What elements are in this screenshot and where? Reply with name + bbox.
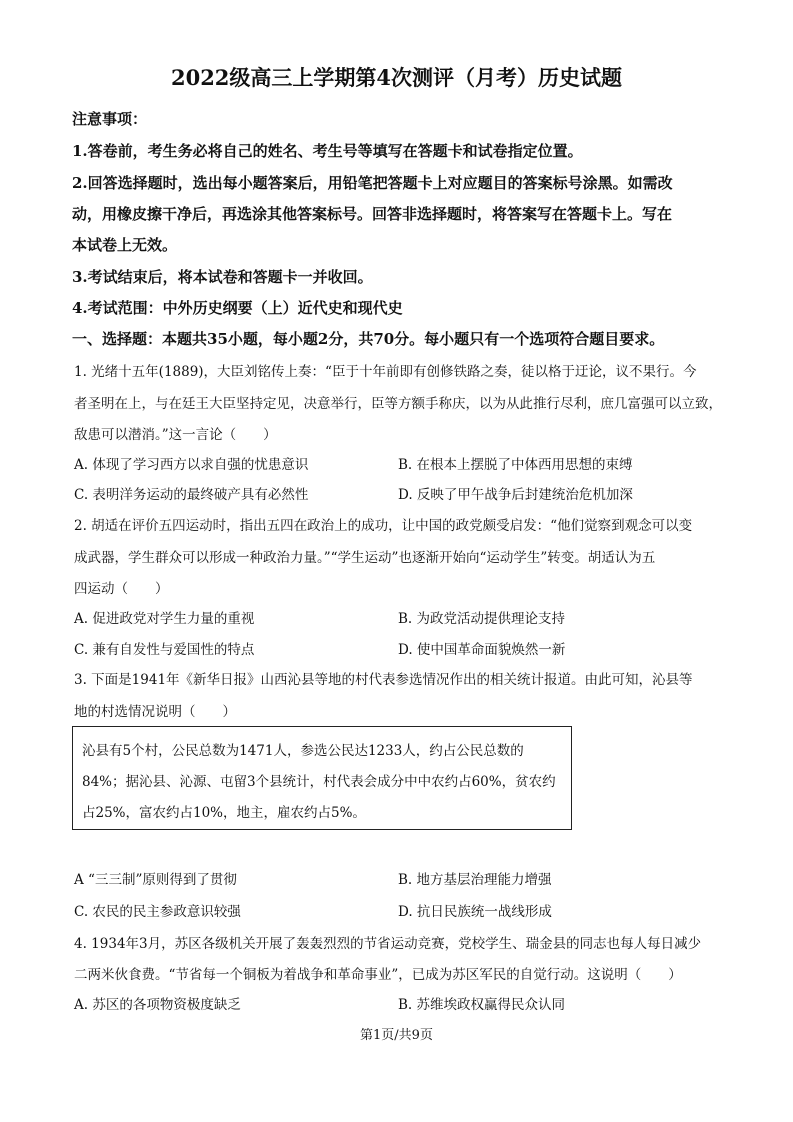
question-stem-line: 地的村选情况说明（ ） <box>74 704 236 720</box>
question-stem-line: 二两米伙食费。“节省每一个铜板为着战争和革命事业”，已成为苏区军民的自觉行动。这说明（ ） <box>74 967 682 983</box>
notice-line: 本试卷上无效。 <box>72 236 178 254</box>
question-stem-line: 4. 1934年3月，苏区各级机关开展了轰轰烈烈的节省运动竞赛，党校学生、瑞金县的同志也每人每日减少 <box>74 936 702 952</box>
question-stem-line: 敌患可以潜消。”这一言论（ ） <box>74 427 277 443</box>
notice-line: 4.考试范围：中外历史纲要（上）近代史和现代史 <box>72 299 403 317</box>
option-c: C. 农民的民主参政意识较强 <box>74 904 241 920</box>
question-stem-line: 四运动（ ） <box>74 581 169 597</box>
notice-heading: 注意事项： <box>72 110 148 128</box>
option-d: D. 抗日民族统一战线形成 <box>398 904 552 920</box>
question-stem-line: 3. 下面是1941年《新华日报》山西沁县等地的村代表参选情况作出的相关统计报道。由此可知，沁县等 <box>74 672 693 688</box>
question-stem-line: 2. 胡适在评价五四运动时，指出五四在政治上的成功，让中国的政党颇受启发：“他们觉察到观念可以变 <box>74 518 693 534</box>
option-a: A. 苏区的各项物资极度缺乏 <box>74 997 241 1013</box>
option-d: D. 使中国革命面貌焕然一新 <box>398 642 566 658</box>
notice-line: 动，用橡皮擦干净后，再选涂其他答案标号。回答非选择题时，将答案写在答题卡上。写在 <box>72 205 673 223</box>
source-material-line: 占25%，富农约占10%，地主，雇农约占5%。 <box>82 805 366 821</box>
question-stem-line: 者圣明在上，与在廷王大臣坚持定见，决意举行，臣等方额手称庆，以为从此推行尽利，庶几富强可以立致， <box>74 396 722 412</box>
option-b: B. 苏维埃政权赢得民众认同 <box>398 997 566 1013</box>
option-b: B. 为政党活动提供理论支持 <box>398 611 566 627</box>
page-title: 2022级高三上学期第4次测评（月考）历史试题 <box>170 65 623 90</box>
section-heading: 一、选择题：本题共35小题，每小题2分，共70分。每小题只有一个选项符合题目要求。 <box>72 330 665 348</box>
source-material-line: 沁县有5个村，公民总数为1471人，参选公民达1233人，约占公民总数的 <box>82 743 524 759</box>
option-a: A. 体现了学习西方以求自强的忧患意识 <box>74 457 309 473</box>
option-b: B. 在根本上摆脱了中体西用思想的束缚 <box>398 457 633 473</box>
option-a: A. 促进政党对学生力量的重视 <box>74 611 255 627</box>
notice-line: 3.考试结束后，将本试卷和答题卡一并收回。 <box>72 268 373 286</box>
question-stem-line: 成武器，学生群众可以形成一种政治力量。”“学生运动”也逐渐开始向“运动学生”转变。胡适认为五 <box>74 550 656 566</box>
question-stem-line: 1. 光绪十五年(1889)，大臣刘铭传上奏：“臣于十年前即有创修铁路之奏，徒以格于迂论，议不果行。今 <box>74 364 697 380</box>
option-c: C. 兼有自发性与爱国性的特点 <box>74 642 255 658</box>
notice-line: 2.回答选择题时，选出每小题答案后，用铅笔把答题卡上对应题目的答案标号涂黑。如需改 <box>72 174 673 192</box>
option-b: B. 地方基层治理能力增强 <box>398 872 552 888</box>
option-c: C. 表明洋务运动的最终破产具有必然性 <box>74 487 309 503</box>
source-material-line: 84%；据沁县、沁源、屯留3个县统计，村代表会成分中中农约占60%，贫农约 <box>82 774 556 790</box>
notice-line: 1.答卷前，考生务必将自己的姓名、考生号等填写在答题卡和试卷指定位置。 <box>72 142 583 160</box>
option-a: A “三三制”原则得到了贯彻 <box>74 872 237 888</box>
option-d: D. 反映了甲午战争后封建统治危机加深 <box>398 487 633 503</box>
page-number: 第1页/共9页 <box>360 1028 433 1043</box>
